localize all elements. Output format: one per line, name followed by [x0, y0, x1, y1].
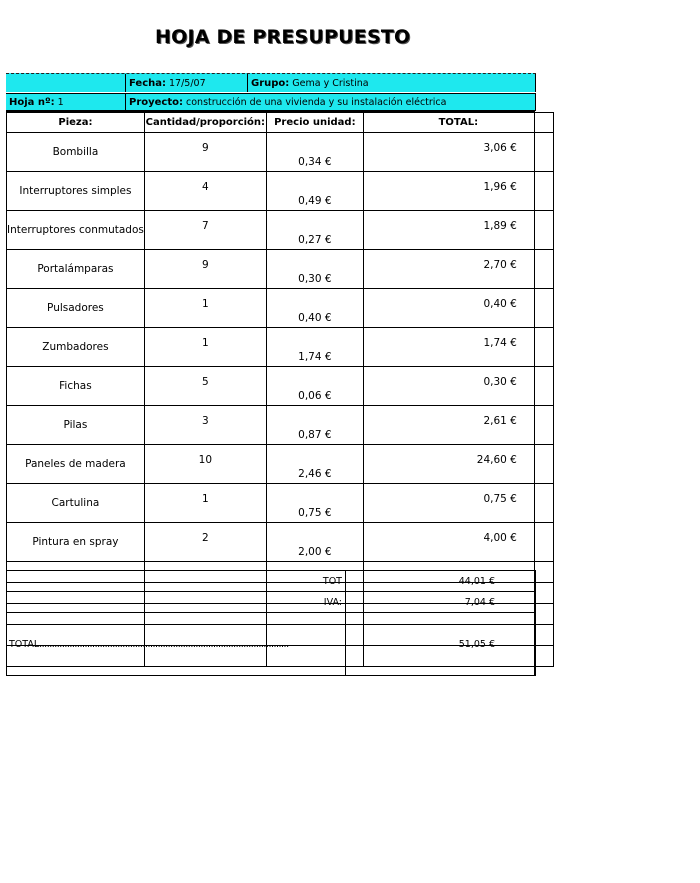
hoja-value: 1 — [57, 97, 64, 108]
grupo-label: Grupo: — [251, 77, 290, 89]
qty-cell: 9 — [144, 133, 266, 172]
table-header-row — [7, 113, 554, 133]
qty-cell: 1 — [144, 289, 266, 328]
table-row — [7, 211, 554, 250]
qty-cell: 5 — [144, 367, 266, 406]
proyecto-value: construcción de una vivienda y su instalación eléctrica — [186, 97, 447, 108]
table-row — [7, 523, 554, 562]
price-cell: 0,40 € — [266, 289, 363, 328]
price-cell: 0,30 € — [266, 250, 363, 289]
price-cell: 0,49 € — [266, 172, 363, 211]
price-cell: 2,00 € — [266, 523, 363, 562]
pieza-cell: Pilas — [7, 406, 145, 445]
table-row — [7, 250, 554, 289]
column-header-total: TOTAL: — [363, 113, 553, 133]
page-title: HOJA DE PRESUPUESTO — [155, 26, 411, 48]
price-cell: 0,06 € — [266, 367, 363, 406]
table-row — [7, 445, 554, 484]
pieza-cell: Zumbadores — [7, 328, 145, 367]
qty-cell: 1 — [144, 328, 266, 367]
total-cell: 1,96 € — [363, 172, 553, 211]
price-cell: 0,87 € — [266, 406, 363, 445]
pieza-cell: Paneles de madera — [7, 445, 145, 484]
total-cell: 24,60 € — [363, 445, 553, 484]
price-cell: 0,34 € — [266, 133, 363, 172]
total-cell: 4,00 € — [363, 523, 553, 562]
qty-cell: 7 — [144, 211, 266, 250]
subtotal-label: TOT — [7, 571, 346, 592]
price-cell: 0,27 € — [266, 211, 363, 250]
price-cell: 2,46 € — [266, 445, 363, 484]
pieza-cell: Pulsadores — [7, 289, 145, 328]
pieza-cell: Cartulina — [7, 484, 145, 523]
total-cell: 2,70 € — [363, 250, 553, 289]
total-cell: 0,75 € — [363, 484, 553, 523]
header-row-2 — [6, 93, 536, 111]
grand-total-label-cell — [7, 613, 346, 676]
column-header-precio: Precio unidad: — [266, 113, 363, 133]
table-row — [7, 367, 554, 406]
column-header-cantidad: Cantidad/proporción: — [144, 113, 266, 133]
fecha-value: 17/5/07 — [169, 77, 206, 89]
summary-table — [6, 570, 536, 676]
iva-value: 7,04 € — [346, 592, 536, 613]
hoja-cell — [6, 94, 64, 111]
qty-cell: 9 — [144, 250, 266, 289]
grupo-value: Gema y Cristina — [292, 77, 369, 89]
qty-cell: 4 — [144, 172, 266, 211]
table-row — [7, 133, 554, 172]
grupo-cell — [248, 74, 369, 92]
pieza-cell: Fichas — [7, 367, 145, 406]
table-row — [7, 172, 554, 211]
total-cell: 0,30 € — [363, 367, 553, 406]
total-cell: 0,40 € — [363, 289, 553, 328]
proyecto-label: Proyecto: — [129, 97, 184, 108]
total-cell: 1,89 € — [363, 211, 553, 250]
qty-cell: 3 — [144, 406, 266, 445]
pieza-cell: Interruptores conmutados — [7, 211, 145, 250]
header-row-1 — [6, 73, 536, 92]
proyecto-cell — [126, 94, 446, 111]
iva-row — [7, 592, 536, 613]
table-row — [7, 289, 554, 328]
table-row — [7, 484, 554, 523]
total-cell: 2,61 € — [363, 406, 553, 445]
grand-total-value: 51,05 € — [346, 613, 536, 676]
total-cell: 3,06 € — [363, 133, 553, 172]
subtotal-row — [7, 571, 536, 592]
hoja-label: Hoja nº: — [9, 97, 55, 108]
pieza-cell: Pintura en spray — [7, 523, 145, 562]
qty-cell: 2 — [144, 523, 266, 562]
column-header-pieza: Pieza: — [7, 113, 145, 133]
grand-total-row — [7, 613, 536, 676]
iva-label: IVA: — [7, 592, 346, 613]
grand-total-dots: ................................................................................................... — [39, 638, 289, 650]
pieza-cell: Bombilla — [7, 133, 145, 172]
total-cell: 1,74 € — [363, 328, 553, 367]
grand-total-label: TOTAL — [9, 638, 40, 650]
subtotal-value: 44,01 € — [346, 571, 536, 592]
qty-cell: 1 — [144, 484, 266, 523]
pieza-cell: Interruptores simples — [7, 172, 145, 211]
fecha-label: Fecha: — [129, 77, 167, 89]
qty-cell: 10 — [144, 445, 266, 484]
pieza-cell: Portalámparas — [7, 250, 145, 289]
table-row — [7, 328, 554, 367]
fecha-cell — [126, 74, 206, 92]
price-cell: 0,75 € — [266, 484, 363, 523]
price-cell: 1,74 € — [266, 328, 363, 367]
table-row — [7, 406, 554, 445]
